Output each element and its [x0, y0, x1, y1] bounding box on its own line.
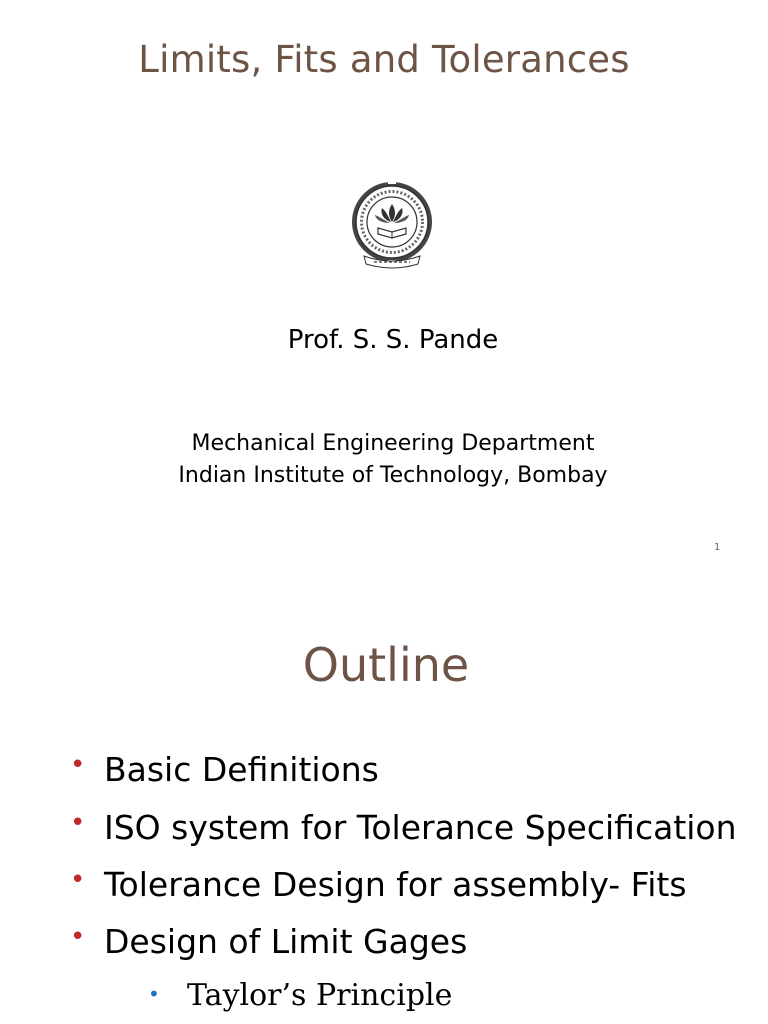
slide-title: Outline [302, 638, 470, 692]
presenter-name: Prof. S. S. Pande [287, 325, 499, 355]
bullet-text: Design of Limit Gages [104, 922, 468, 961]
sub-bullet-text: Taylor’s Principle [187, 978, 453, 1013]
sub-bullet-icon: • [148, 982, 160, 1006]
iit-bombay-logo [342, 178, 442, 274]
page-number: 1 [714, 542, 721, 553]
institute-name: Indian Institute of Technology, Bombay [178, 463, 608, 488]
bullet-icon: • [70, 865, 86, 895]
bullet-icon: • [70, 922, 86, 952]
department-name: Mechanical Engineering Department [191, 431, 595, 456]
slide-2 [0, 574, 768, 1024]
affiliation [0, 428, 768, 492]
bullet-text: Basic Definitions [104, 750, 379, 789]
gear-emblem-icon [342, 178, 442, 274]
bullet-icon: • [70, 750, 86, 780]
slide-title: Limits, Fits and Tolerances [138, 38, 630, 81]
bullet-icon: • [70, 808, 86, 838]
bullet-text: ISO system for Tolerance Specification [104, 808, 737, 847]
bullet-text: Tolerance Design for assembly- Fits [104, 865, 687, 904]
